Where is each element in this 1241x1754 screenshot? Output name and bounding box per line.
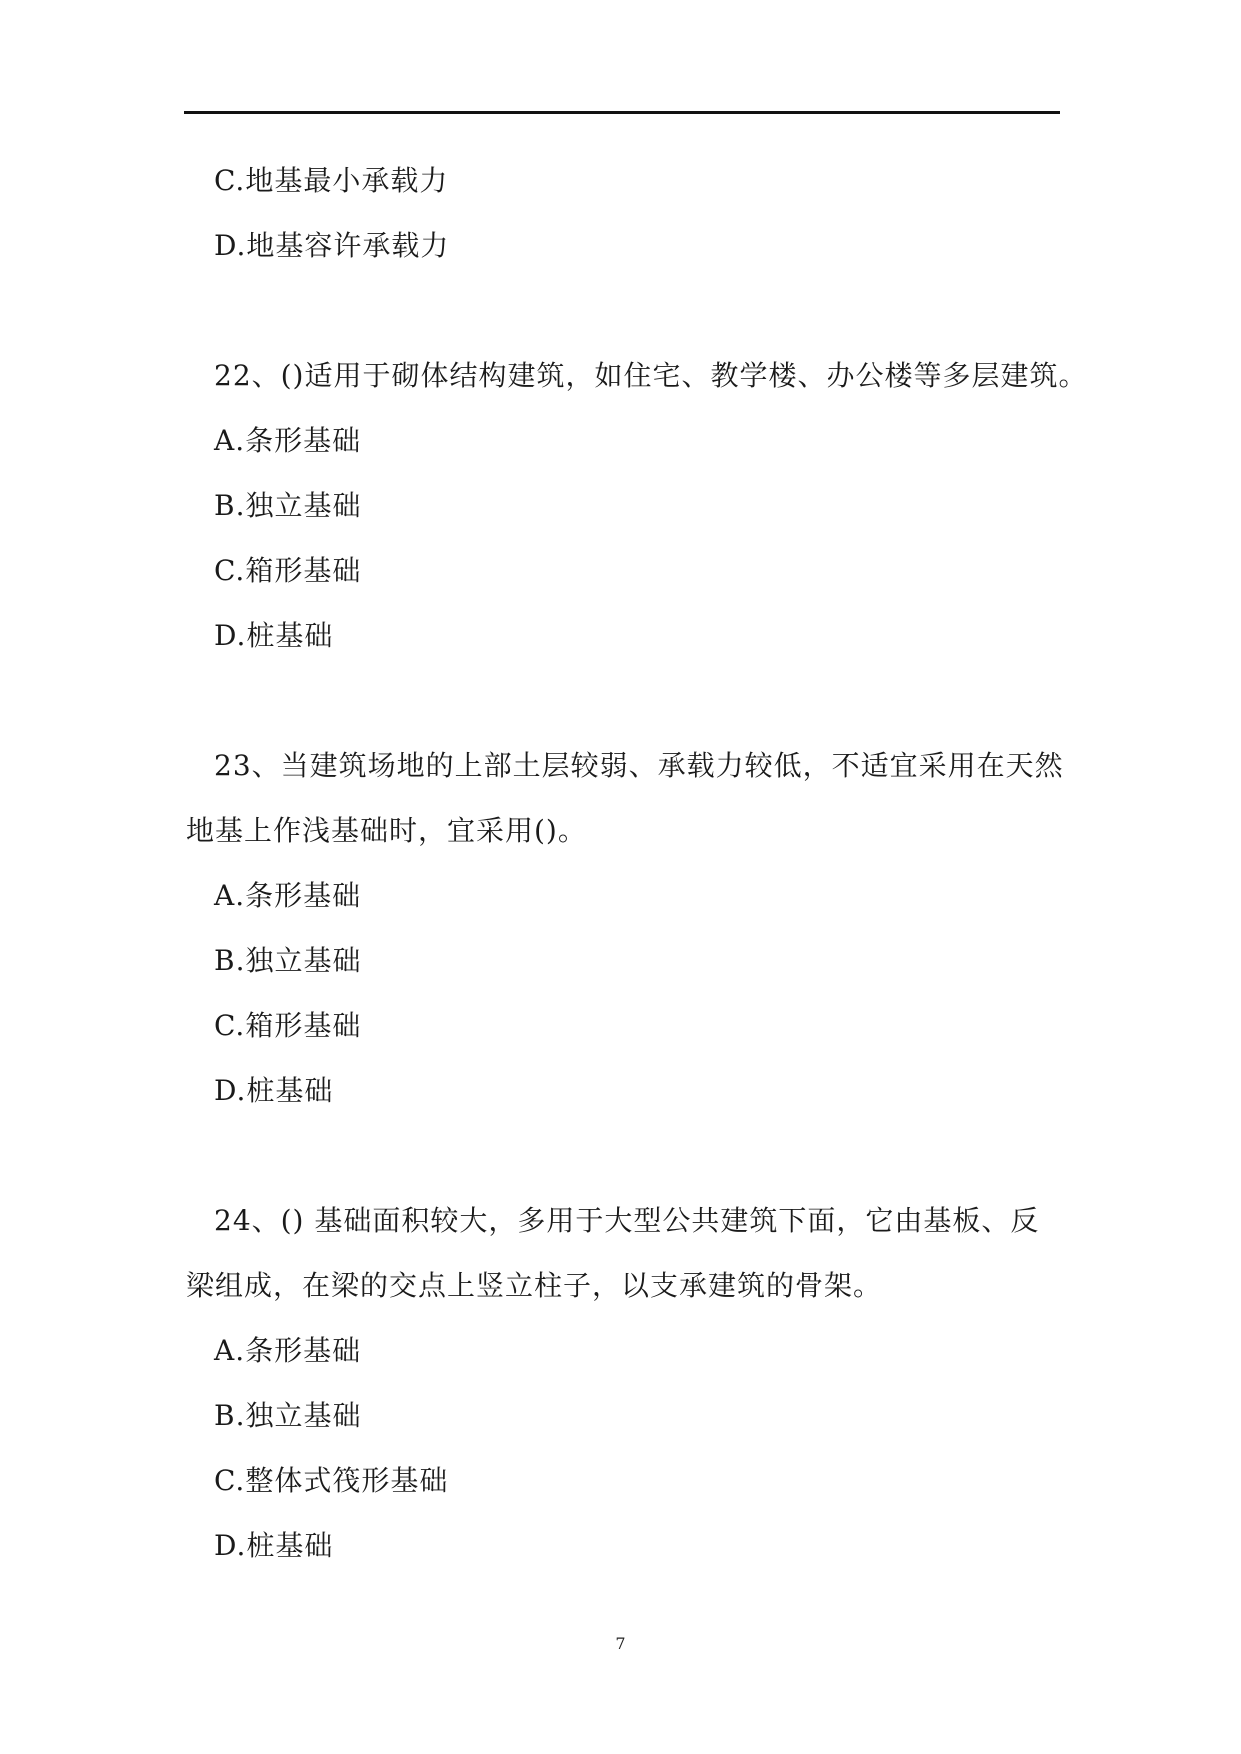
option-b: B.独立基础 — [214, 944, 362, 977]
option-d: D.地基容许承载力 — [214, 229, 450, 262]
option-d: D.桩基础 — [214, 1074, 334, 1107]
option-b: B.独立基础 — [214, 489, 362, 522]
header-rule — [184, 111, 1060, 114]
page-number: 7 — [615, 1634, 626, 1653]
option-c: C.地基最小承载力 — [214, 164, 449, 197]
option-c: C.箱形基础 — [214, 1009, 362, 1042]
option-a: A.条形基础 — [214, 424, 362, 457]
option-c: C.箱形基础 — [214, 554, 362, 587]
question-22-text: 22、()适用于砌体结构建筑，如住宅、教学楼、办公楼等多层建筑。 — [214, 359, 1088, 392]
option-c: C.整体式筏形基础 — [214, 1464, 449, 1497]
option-a: A.条形基础 — [214, 1334, 362, 1367]
option-b: B.独立基础 — [214, 1399, 362, 1432]
question-23-text: 23、当建筑场地的上部土层较弱、承载力较低，不适宜采用在天然 — [214, 749, 1064, 782]
question-24-text: 24、() 基础面积较大，多用于大型公共建筑下面，它由基板、反 — [214, 1204, 1040, 1237]
option-d: D.桩基础 — [214, 619, 334, 652]
question-23-text-cont: 地基上作浅基础时，宜采用()。 — [186, 814, 587, 847]
option-a: A.条形基础 — [214, 879, 362, 912]
question-24-text-cont: 梁组成，在梁的交点上竖立柱子，以支承建筑的骨架。 — [186, 1269, 883, 1302]
option-d: D.桩基础 — [214, 1529, 334, 1562]
